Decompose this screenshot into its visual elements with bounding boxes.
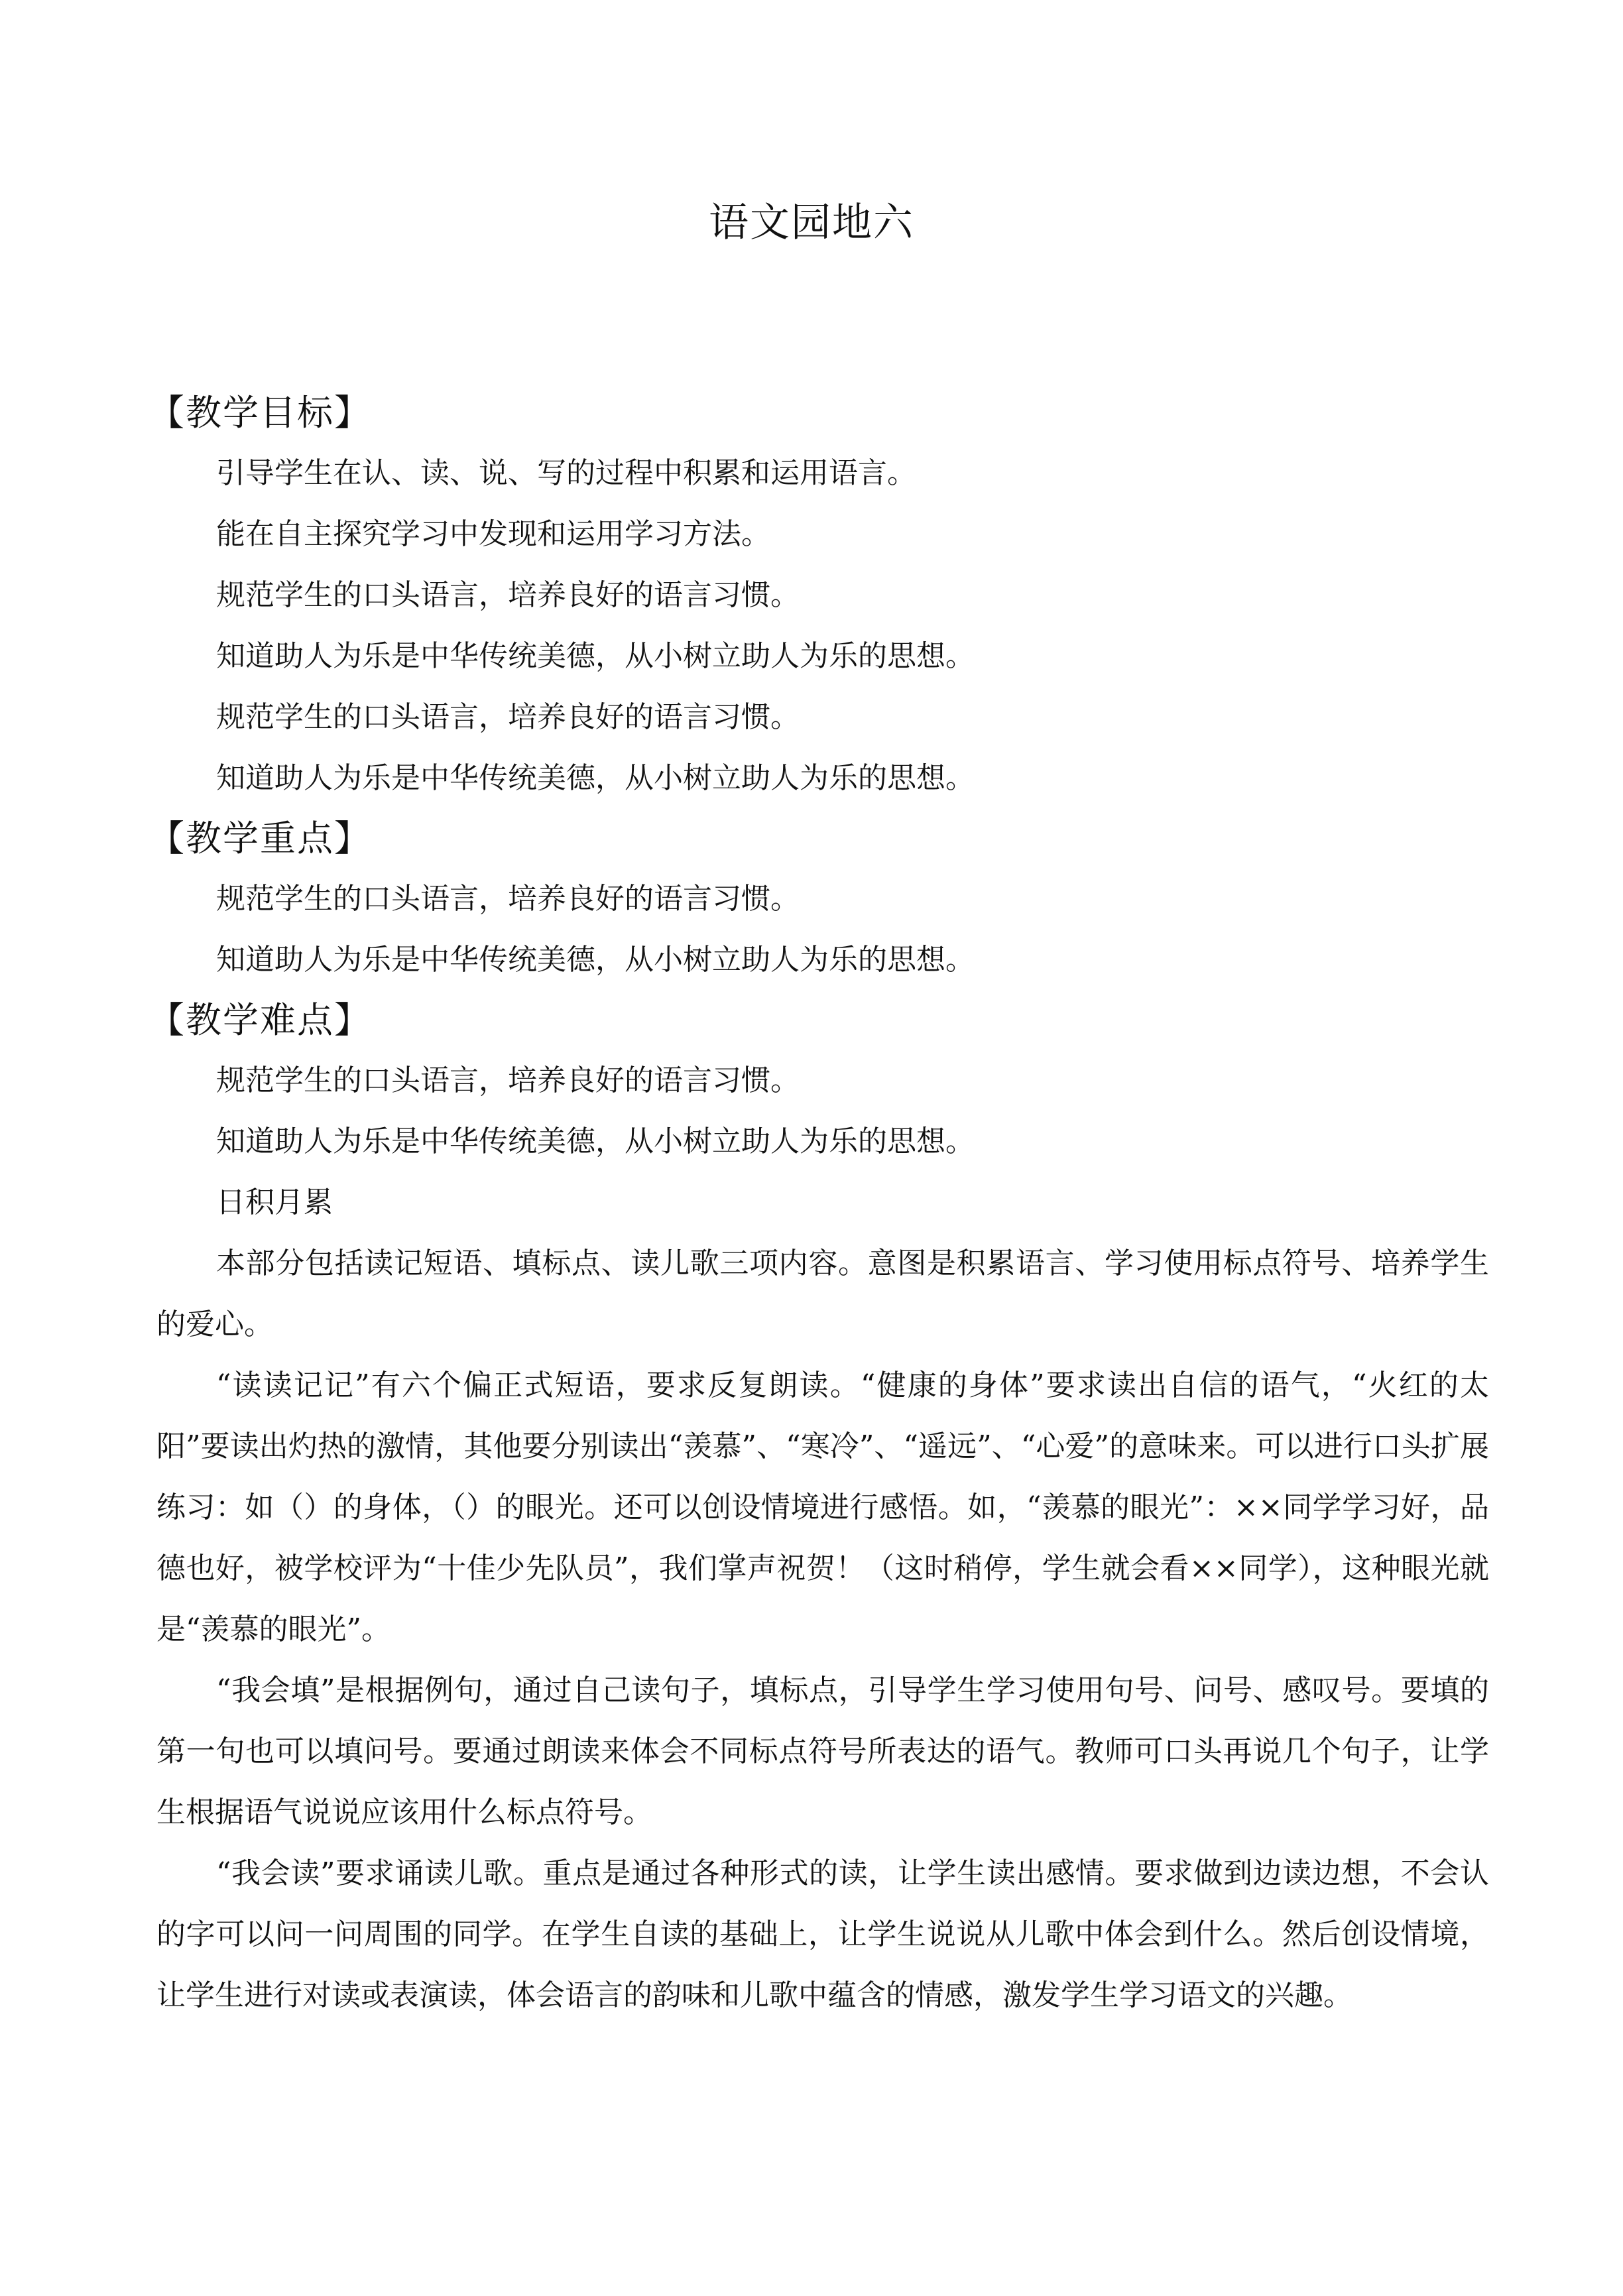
body-paragraph: 本部分包括读记短语、填标点、读儿歌三项内容。意图是积累语言、学习使用标点符号、培养学生的爱心。	[156, 1246, 1489, 1341]
goal-item: 规范学生的口头语言，培养良好的语言习惯。	[216, 578, 800, 612]
key-point-item: 规范学生的口头语言，培养良好的语言习惯。	[216, 882, 800, 916]
page-title: 语文园地六	[709, 200, 914, 246]
body-paragraph: “我会读”要求诵读儿歌。重点是通过各种形式的读，让学生读出感情。要求做到边读边想，不会认的字可以问一问周围的同学。在学生自读的基础上，让学生说说从儿歌中体会到什么。然后创设情境，让学生进行对读或表演读，体会语言的韵味和儿歌中蕴含的情感，激发学生学习语文的兴趣。	[156, 1856, 1489, 2012]
key-point-item: 知道助人为乐是中华传统美德，从小树立助人为乐的思想。	[216, 943, 975, 977]
body-paragraph: “我会填”是根据例句，通过自己读句子，填标点，引导学生学习使用句号、问号、感叹号。要填的第一句也可以填问号。要通过朗读来体会不同标点符号所表达的语气。教师可口头再说几个句子，让学生根据语气说说应该用什么标点符号。	[156, 1673, 1489, 1829]
difficulty-item: 知道助人为乐是中华传统美德，从小树立助人为乐的思想。	[216, 1124, 975, 1158]
goal-item: 知道助人为乐是中华传统美德，从小树立助人为乐的思想。	[216, 639, 975, 673]
goal-item: 知道助人为乐是中华传统美德，从小树立助人为乐的思想。	[216, 761, 975, 795]
section-heading-difficulties: 【教学难点】	[149, 999, 371, 1041]
document-body	[149, 383, 1489, 2026]
section-heading-goals: 【教学目标】	[149, 392, 371, 434]
body-paragraph: “读读记记”有六个偏正式短语，要求反复朗读。“健康的身体”要求读出自信的语气，“火红的太阳”要读出灼热的激情，其他要分别读出“羡慕”、“寒冷”、“遥远”、“心爱”的意味来。可以进行口头扩展练习：如（）的身体，（）的眼光。还可以创设情境进行感悟。如，“羡慕的眼光”：××同学学习好，品德也好，被学校评为“十佳少先队员”，我们掌声祝贺！（这时稍停，学生就会看××同学），这种眼光就是“羡慕的眼光”。	[156, 1368, 1489, 1646]
subsection-title: 日积月累	[216, 1185, 333, 1219]
goal-item: 引导学生在认、读、说、写的过程中积累和运用语言。	[216, 456, 916, 490]
goal-item: 能在自主探究学习中发现和运用学习方法。	[216, 517, 770, 551]
goal-item: 规范学生的口头语言，培养良好的语言习惯。	[216, 700, 800, 734]
difficulty-item: 规范学生的口头语言，培养良好的语言习惯。	[216, 1063, 800, 1097]
section-heading-key-points: 【教学重点】	[149, 817, 371, 859]
